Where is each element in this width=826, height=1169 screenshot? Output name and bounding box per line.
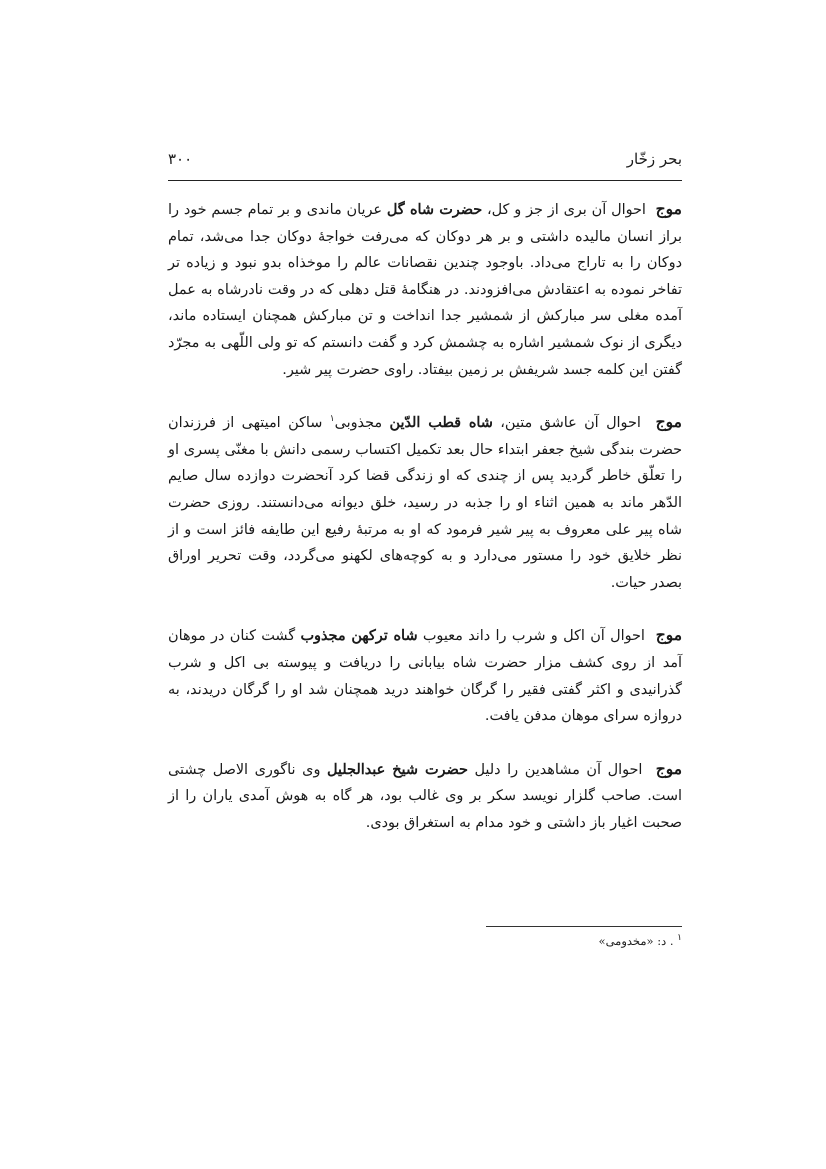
- paragraph-lead: موج: [655, 625, 683, 645]
- footnote-marker: ۱: [677, 933, 682, 944]
- paragraph-text: عریان ماندی و بر تمام جسم خود را براز انسان مالیده داشتی و بر هر دوکان که می‌رفت خواجهٔ دوکان جدا می‌شد، تمام دوکان را به تاراج می‌داد. باوجود چندین نقصانات عالم را موخذاه بدو نبود و زیاده تر تفاخر نموده به اعتقادش می‌افزودند. در هنگامهٔ قتل دهلی که در وقت نادرشاه به عمل آمده مغلی سر مبارکش از شمشیر جدا انداخت و تن مبارکش همچنان ایستاده ماند، دیگری از نوک شمشیر اشاره به چشمش کرد و گفت دانستم که تو ولی اللّهی به مجرّد گفتن این کلمه جسد شریفش بر زمین بیفتاد. راوی حضرت پیر شیر.: [168, 202, 682, 378]
- paragraph-text: مجذوبی: [334, 415, 390, 432]
- running-header: [168, 146, 682, 176]
- paragraph: [168, 756, 682, 837]
- saint-name: حضرت شیخ عبدالجلیل: [327, 760, 468, 778]
- paragraph-text: گشت کنان در موهان آمد از روی کشف مزار حضرت شاه بیابانی را دریافت و پیوسته بی اکل و شرب گذرانیدی و اکثر گفتی فقیر را گرگان خواهند درید همچنان شد او را گرگان دریدند، به دروازه سرای موهان مدفن یافت.: [168, 628, 682, 725]
- saint-name: حضرت شاه گل: [386, 201, 483, 218]
- paragraph-text: احوال آن بری از جز و کل،: [482, 202, 646, 218]
- paragraph: [168, 196, 682, 383]
- paragraph: [168, 622, 682, 729]
- page-number: ۳۰۰: [168, 150, 193, 168]
- paragraph-text: احوال آن عاشق متین،: [492, 415, 641, 432]
- paragraph-text: احوال آن اکل و شرب را داند معیوب: [417, 628, 645, 645]
- book-title: بحر زخّار: [626, 150, 682, 168]
- footnote-text: . د: «مخدومی»: [598, 934, 674, 948]
- saint-name: شاه قطب الدّین: [389, 414, 493, 432]
- paragraph-lead: موج: [655, 758, 683, 778]
- paragraph-text: وی ناگوری الاصل چشتی است. صاحب گلزار نویسد سکر بر وی غالب بود، هر گاه به هوش آمدی یاران را از صحبت اغیار باز داشتی و خود مدام به استغراق بودی.: [168, 761, 682, 831]
- paragraph-text: ساکن امیتهی از فرزندان حضرت بندگی شیخ جعفر ابتداء حال بعد تکمیل اکتساب رسمی دانش با مغنّی پسری او را تعلّق خاطر گردید پس از چندی که او زندگی قضا کرد آنحضرت دوازده سال صایم الدّهر ماند به همین اثناء او را جذبه در رسید، خلق دیوانه می‌دانستند. روزی حضرت شاه پیر علی معروف به پیر شیر فرمود که او به مرتبهٔ رفیع این طایفه فائز است و از نظر خلایق خود را مستور می‌دارد و به کوچه‌های لکهنو می‌گردد، وقت تحریر اوراق بصدر حیات.: [168, 415, 682, 591]
- paragraph-lead: موج: [655, 199, 682, 218]
- footnote-reference[interactable]: ۱: [329, 414, 335, 425]
- footnote: [599, 934, 682, 948]
- saint-name: شاه ترکهن مجذوب: [300, 627, 418, 645]
- page-body: [168, 196, 682, 862]
- footnote-rule: [486, 926, 682, 927]
- paragraph-text: احوال آن مشاهدین را دلیل: [467, 761, 643, 778]
- header-rule: [168, 180, 682, 181]
- paragraph-lead: موج: [655, 412, 682, 432]
- paragraph: [168, 409, 682, 596]
